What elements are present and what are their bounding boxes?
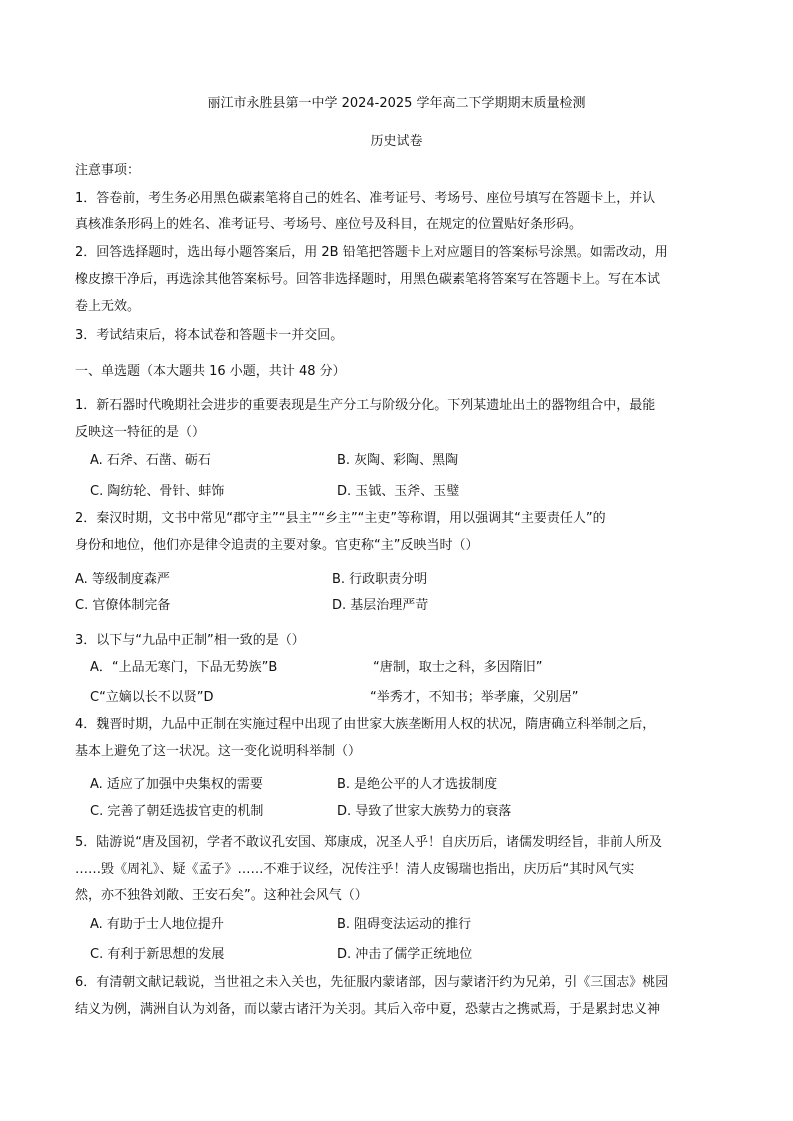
q6-stem-line-1: 6．有清朝文献记载说，当世祖之未入关也，先征服内蒙诸部，因与蒙诸汗约为兄弟，引《三国志》桃园 <box>75 975 669 990</box>
notice-item-1-line-2: 真核准条形码上的姓名、准考证号、考场号、座位号及科目，在规定的位置贴好条形码。 <box>75 217 583 232</box>
q2-option-c: C. 官僚体制完备 <box>75 598 171 613</box>
q3-option-b: “唐制，取士之科，多因隋旧” <box>373 660 543 675</box>
notice-item-2-line-3: 卷上无效。 <box>75 299 141 314</box>
q1-option-a: A. 石斧、石凿、砺石 <box>90 453 211 468</box>
q2-option-a: A. 等级制度森严 <box>75 572 170 587</box>
notice-item-1-line-1: 1．答卷前，考生务必用黑色碳素笔将自己的姓名、准考证号、考场号、座位号填写在答题卡上，并认 <box>75 191 656 206</box>
notice-item-3: 3．考试结束后，将本试卷和答题卡一并交回。 <box>75 328 344 343</box>
q1-option-d: D. 玉钺、玉斧、玉璧 <box>337 484 460 499</box>
q2-option-b: B. 行政职责分明 <box>332 572 428 587</box>
q4-option-b: B. 是绝公平的人才选拔制度 <box>337 777 498 792</box>
q5-option-c: C. 有利于新思想的发展 <box>90 947 225 962</box>
q2-stem-line-2: 身份和地位，他们亦是律令追责的主要对象。官吏称“主”反映当时（） <box>75 538 479 553</box>
q2-stem-line-1: 2．秦汉时期，文书中常见“郡守主”“县主”“乡主”“主吏”等称谓，用以强调其“主要责任人”的 <box>75 511 606 526</box>
q5-option-b: B. 阻碍变法运动的推行 <box>337 917 472 932</box>
q3-option-a: A．“上品无寒门，下品无势族”B <box>90 660 278 675</box>
q5-stem-line-2: ……毁《周礼》、疑《孟子》……不难于议经，况传注乎！清人皮锡瑞也指出，庆历后“其时风气实 <box>75 862 635 877</box>
q1-stem-line-1: 1．新石器时代晚期社会进步的重要表现是生产分工与阶级分化。下列某遗址出土的器物组合中，最能 <box>75 398 656 413</box>
q4-stem-line-1: 4．魏晋时期，九品中正制在实施过程中出现了由世家大族垄断用人权的状况，隋唐确立科举制之后， <box>75 717 656 732</box>
q6-stem-line-2: 结义为例，满洲自认为刘备，而以蒙古诸汗为关羽。其后入帝中夏，恐蒙古之携贰焉，于是累封忠义神 <box>75 1002 661 1017</box>
q5-stem-line-1: 5．陆游说“唐及国初，学者不敢议孔安国、郑康成，况圣人乎！自庆历后，诸儒发明经旨，非前人所及 <box>75 835 663 850</box>
q5-option-d: D. 冲击了儒学正统地位 <box>337 947 473 962</box>
q4-option-a: A. 适应了加强中央集权的需要 <box>90 777 263 792</box>
notice-item-2-line-1: 2．回答选择题时，选出每小题答案后，用 2B 铅笔把答题卡上对应题目的答案标号涂黑。如需改动，用 <box>75 245 668 260</box>
notice-item-2-line-2: 橡皮擦干净后，再选涂其他答案标号。回答非选择题时，用黑色碳素笔将答案写在答题卡上。写在本试 <box>75 272 661 287</box>
exam-subtitle: 历史试卷 <box>370 134 423 149</box>
q3-option-d: “举秀才，不知书；举孝廉，父别居” <box>370 690 579 705</box>
q1-stem-line-2: 反映这一特征的是（） <box>75 425 206 440</box>
q3-option-c: C“立嫡以长不以贤”D <box>90 690 214 705</box>
q2-option-d: D. 基层治理严苛 <box>332 598 429 613</box>
q3-stem: 3．以下与“九品中正制”相一致的是（） <box>75 633 305 648</box>
q4-option-c: C. 完善了朝廷选拔官吏的机制 <box>90 804 264 819</box>
q4-stem-line-2: 基本上避免了这一状况。这一变化说明科举制（） <box>75 744 362 759</box>
exam-title: 丽江市永胜县第一中学 2024-2025 学年高二下学期期末质量检测 <box>207 96 586 111</box>
q4-option-d: D. 导致了世家大族势力的衰落 <box>337 804 512 819</box>
q1-option-b: B. 灰陶、彩陶、黑陶 <box>337 453 459 468</box>
q5-stem-line-3: 然，亦不独咎刘敞、王安石矣”。这种社会风气（） <box>75 888 368 903</box>
notice-heading: 注意事项： <box>75 163 141 178</box>
section-heading: 一、单选题（本大题共 16 小题，共计 48 分） <box>75 364 346 379</box>
q1-option-c: C. 陶纺轮、骨针、蚌饰 <box>90 484 225 499</box>
q5-option-a: A. 有助于士人地位提升 <box>90 917 224 932</box>
